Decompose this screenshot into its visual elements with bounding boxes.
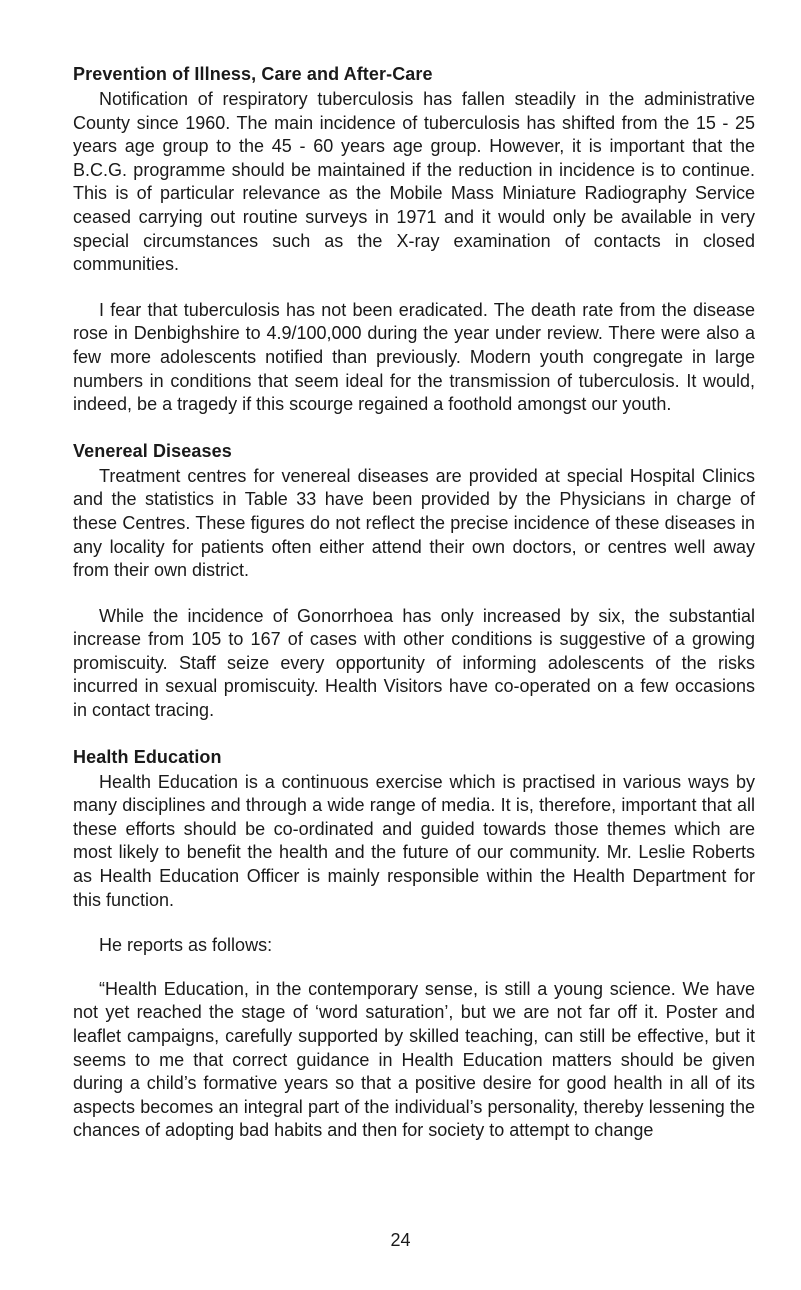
paragraph: Notification of respiratory tuberculosis has fallen steadily in the administrative County since 1960. The main incidence of tuberculosis has shifted from the 15 - 25 years age group to the 45 - 60 years age group. However, it is important that the B.C.G. programme should be maintained if the reduction in incidence is to continue. This is of particular relevance as the Mobile Mass Miniature Radiography Service ceased carrying out routine surveys in 1971 and it would only be available in very special circumstances such as the X-ray examination of contacts in closed communities. bbox=[73, 89, 755, 275]
document-page bbox=[73, 62, 755, 1165]
paragraph: Treatment centres for venereal diseases are provided at special Hospital Clinics and the statistics in Table 33 have been provided by the Physicians in charge of these Centres. These figures do not reflect the precise incidence of these diseases in any locality for patients often either attend their own doctors, or centres well away from their own district. bbox=[73, 465, 755, 581]
section-heading: Health Education bbox=[73, 746, 222, 767]
paragraph: Health Education is a continuous exercise which is practised in various ways by many disciplines and through a wide range of media. It is, therefore, important that all these efforts should be co-ordinated and guided towards those themes which are most likely to benefit the health and the future of our community. Mr. Leslie Roberts as Health Education Officer is mainly responsible within the Health Department for this function. bbox=[73, 771, 755, 910]
paragraph: “Health Education, in the contemporary sense, is still a young science. We have not yet reached the stage of ‘word saturation’, but we are not far off it. Poster and leaflet campaigns, carefully supported by skilled teaching, can still be effective, but it seems to me that correct guidance in Health Education matters should be given during a child’s formative years so that a positive desire for good health in all of its aspects becomes an integral part of the individual’s personality, thereby lessening the chances of adopting bad habits and then for society to attempt to change bbox=[73, 978, 755, 1141]
section-health-education bbox=[73, 745, 755, 1143]
paragraph: While the incidence of Gonorrhoea has only increased by six, the substantial increase from 105 to 167 of cases with other conditions is suggestive of a growing promiscuity. Staff seize every opportunity of informing adolescents of the risks incurred in sexual promiscuity. Health Visitors have co-operated on a few occasions in contact tracing. bbox=[73, 605, 755, 721]
section-heading: Prevention of Illness, Care and After-Care bbox=[73, 64, 433, 84]
section-venereal-diseases bbox=[73, 439, 755, 723]
paragraph: I fear that tuberculosis has not been eradicated. The death rate from the disease rose in Denbighshire to 4.9/100,000 during the year under review. There were also a few more adolescents notified than previously. Modern youth congregate in large numbers in conditions that seem ideal for the transmission of tuberculosis. It would, indeed, be a tragedy if this scourge regained a foothold amongst our youth. bbox=[73, 299, 755, 415]
section-heading: Venereal Diseases bbox=[73, 440, 232, 461]
page-number: 24 bbox=[390, 1230, 411, 1250]
paragraph: He reports as follows: bbox=[99, 935, 273, 956]
section-prevention-of-illness bbox=[73, 62, 755, 417]
